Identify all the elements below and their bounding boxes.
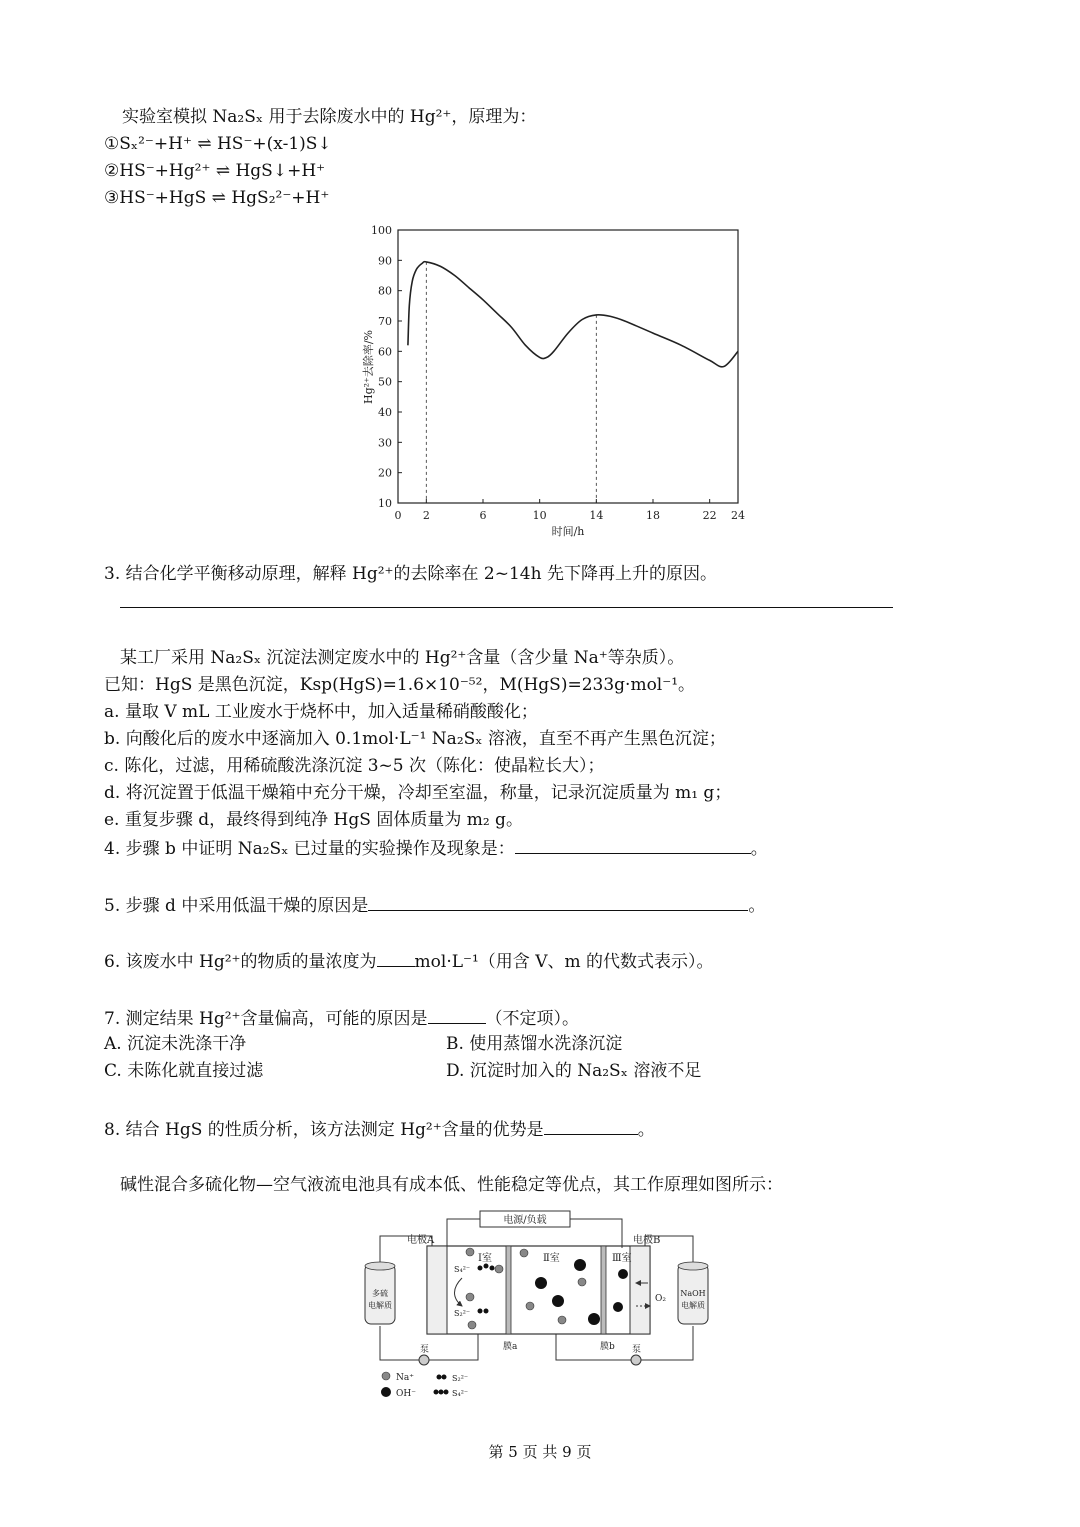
option-d[interactable]: D. 沉淀时加入的 Na₂Sₓ 溶液不足: [446, 1061, 702, 1081]
step-d: d. 将沉淀置于低温干燥箱中充分干燥，冷却至室温，称量，记录沉淀质量为 m₁ g；: [104, 783, 732, 803]
y-tick-label: 30: [378, 436, 392, 450]
flow-battery-diagram: [350, 1205, 730, 1405]
left-tank-label-1: 多硫: [372, 1289, 388, 1298]
electrode-b: [630, 1246, 650, 1334]
wire-b: [570, 1219, 622, 1248]
x-tick-label: 0: [394, 509, 402, 522]
y-tick-label: 40: [378, 406, 392, 419]
question-7: [104, 1005, 579, 1031]
removal-rate-chart: [340, 222, 760, 552]
right-pump-label: 泵: [632, 1345, 642, 1355]
membrane-a-label: 膜a: [503, 1342, 518, 1352]
electrode-a: [427, 1246, 447, 1334]
x-tick-label: 14: [589, 509, 604, 522]
x-tick-label: 18: [646, 509, 660, 522]
question-8-end: 。: [637, 1120, 655, 1140]
answer-line-q3[interactable]: [120, 607, 893, 608]
question-6-tail: mol·L⁻¹（用含 V、m 的代数式表示）。: [414, 952, 714, 972]
answer-blank-q7[interactable]: [428, 1005, 486, 1024]
o2-label: O₂: [655, 1294, 666, 1304]
electrode-b-label: 电极B: [633, 1235, 661, 1246]
removal-rate-line: [408, 262, 738, 367]
left-pump-label: 泵: [420, 1345, 430, 1355]
answer-blank-q6[interactable]: [377, 948, 415, 967]
membrane-b: [601, 1246, 606, 1334]
answer-blank-q4[interactable]: [515, 835, 751, 854]
reference-lines: [426, 262, 596, 503]
y-tick-label: 100: [371, 224, 392, 237]
s2-label: S₂²⁻: [454, 1309, 471, 1318]
x-tick-label: 22: [702, 509, 717, 522]
option-b[interactable]: B. 使用蒸馏水洗涤沉淀: [446, 1034, 623, 1054]
legend-s2: S₂²⁻: [452, 1374, 469, 1383]
room-2-label: Ⅱ室: [543, 1253, 560, 1264]
answer-blank-q8[interactable]: [544, 1116, 638, 1135]
question-3: 3. 结合化学平衡移动原理，解释 Hg²⁺的去除率在 2~14h 先下降再上升的原因。: [104, 564, 717, 584]
option-c[interactable]: C. 未陈化就直接过滤: [104, 1061, 264, 1081]
power-load-label: 电源/负载: [503, 1215, 547, 1226]
step-e: e. 重复步骤 d，最终得到纯净 HgS 固体质量为 m₂ g。: [104, 810, 523, 830]
y-axis-label: Hg²⁺去除率/%: [362, 329, 375, 405]
equation-2: ②HS⁻+Hg²⁺ ⇌ HgS↓+H⁺: [104, 161, 326, 181]
right-pipe-bottom: [556, 1326, 693, 1360]
question-5-end: 。: [748, 896, 766, 916]
y-tick-label: 50: [378, 375, 392, 389]
question-5: [104, 892, 765, 918]
room-1-label: Ⅰ室: [478, 1253, 492, 1264]
x-tick-label: 6: [479, 509, 487, 522]
factory-intro: 某工厂采用 Na₂Sₓ 沉淀法测定废水中的 Hg²⁺含量（含少量 Na⁺等杂质）。: [120, 648, 685, 668]
membrane-b-label: 膜b: [600, 1342, 615, 1352]
known-info: 已知：HgS 是黑色沉淀，Ksp(HgS)=1.6×10⁻⁵²，M(HgS)=233g·mol⁻¹。: [104, 675, 696, 695]
x-axis-label: 时间/h: [551, 525, 585, 538]
legend-oh: OH⁻: [396, 1389, 416, 1399]
question-8: [104, 1116, 655, 1142]
step-b: b. 向酸化后的废水中逐滴加入 0.1mol·L⁻¹ Na₂Sₓ 溶液，直至不再产生黑色沉淀；: [104, 729, 726, 749]
room-3-label: Ⅲ室: [612, 1253, 632, 1264]
legend-s4: S₄²⁻: [452, 1389, 469, 1398]
question-4: [104, 835, 768, 861]
equation-3: ③HS⁻+HgS ⇌ HgS₂²⁻+H⁺: [104, 188, 330, 208]
y-tick-label: 70: [378, 315, 392, 328]
wire-a: [447, 1219, 480, 1248]
right-pump: [631, 1355, 641, 1365]
y-tick-label: 60: [378, 345, 392, 359]
question-6-text: 6. 该废水中 Hg²⁺的物质的量浓度为: [104, 952, 377, 972]
equation-1: ①Sₓ²⁻+H⁺ ⇌ HS⁻+(x-1)S↓: [104, 134, 332, 154]
membrane-a: [506, 1246, 511, 1334]
question-5-text: 5. 步骤 d 中采用低温干燥的原因是: [104, 896, 369, 916]
question-8-text: 8. 结合 HgS 的性质分析，该方法测定 Hg²⁺含量的优势是: [104, 1120, 544, 1140]
legend-na: Na⁺: [396, 1373, 414, 1383]
y-axis-ticks: [371, 224, 402, 510]
y-tick-label: 80: [378, 284, 392, 298]
y-tick-label: 90: [378, 254, 392, 268]
battery-intro: 碱性混合多硫化物—空气液流电池具有成本低、性能稳定等优点，其工作原理如图所示：: [120, 1175, 783, 1195]
s4-label: S₄²⁻: [454, 1265, 471, 1274]
option-a[interactable]: A. 沉淀未洗涤干净: [104, 1034, 247, 1054]
question-7-tail: （不定项）。: [485, 1009, 580, 1029]
electrode-a-label: 电极A: [407, 1235, 435, 1246]
reaction-arrow: [455, 1278, 463, 1306]
question-6: [104, 948, 714, 974]
step-a: a. 量取 V mL 工业废水于烧杯中，加入适量稀硝酸酸化；: [104, 702, 538, 722]
question-7-text: 7. 测定结果 Hg²⁺含量偏高，可能的原因是: [104, 1009, 428, 1029]
y-tick-label: 10: [378, 497, 392, 510]
left-pump: [419, 1355, 429, 1365]
question-4-end: 。: [750, 839, 768, 859]
right-tank-label-2: 电解质: [681, 1301, 705, 1310]
answer-blank-q5[interactable]: [368, 892, 748, 911]
page-footer: 第 5 页 共 9 页: [488, 1443, 592, 1461]
right-tank-label-1: NaOH: [680, 1289, 706, 1298]
x-tick-label: 24: [731, 509, 745, 522]
question-4-text: 4. 步骤 b 中证明 Na₂Sₓ 已过量的实验操作及现象是：: [104, 839, 515, 859]
intro-line: 实验室模拟 Na₂Sₓ 用于去除废水中的 Hg²⁺，原理为：: [122, 107, 537, 127]
left-tank-label-2: 电解质: [368, 1301, 392, 1310]
x-tick-label: 2: [422, 509, 430, 522]
x-tick-label: 10: [532, 509, 547, 522]
step-c: c. 陈化，过滤，用稀硫酸洗涤沉淀 3~5 次（陈化：使晶粒长大）；: [104, 756, 605, 776]
y-tick-label: 20: [378, 466, 392, 480]
